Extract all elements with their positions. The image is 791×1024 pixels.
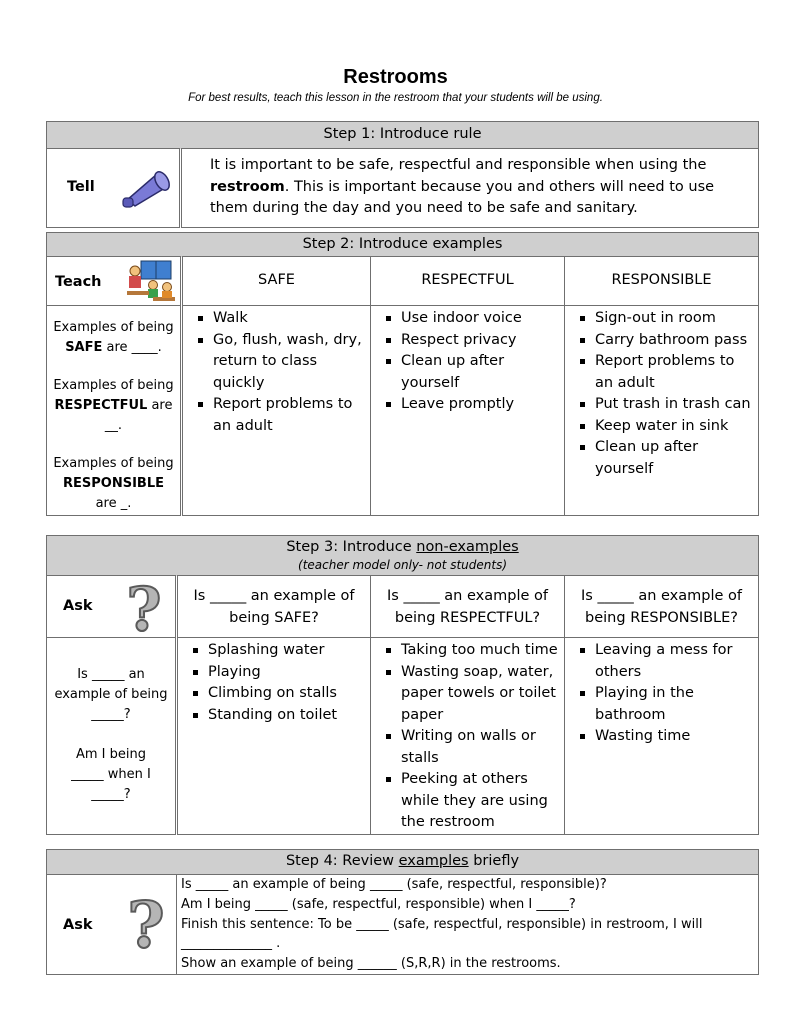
safe-nonexamples-list	[184, 640, 366, 726]
list-item: Leaving a mess for others	[571, 640, 754, 683]
list-item: Report problems to an adult	[189, 394, 366, 437]
page-title: Restrooms	[343, 66, 448, 88]
responsible-nonexamples-cell	[565, 638, 759, 835]
review-line: Am I being _____ (safe, respectful, responsible) when I _____?	[181, 896, 576, 912]
prompt-am-i-being: Am I being _____ when I _____?	[71, 747, 151, 802]
respectful-examples-list	[377, 308, 560, 416]
safe-examples-cell	[182, 306, 371, 516]
svg-text:?: ?	[126, 578, 162, 636]
question-mark-icon	[119, 891, 173, 957]
respectful-nonexamples-cell	[371, 638, 565, 835]
step1-text-after: . This is important because you and others will need to use them during the day and you need to be safe and sanitary.	[210, 178, 715, 216]
list-item: Standing on toilet	[184, 705, 366, 727]
ask-label: Ask	[63, 598, 93, 614]
review-line: Finish this sentence: To be _____ (safe, respectful, responsible) in restroom, I will ______________ .	[181, 916, 703, 952]
examples-prompt-cell	[47, 306, 182, 516]
step4-text-cell	[177, 875, 759, 975]
prompt-respectful: Examples of being RESPECTFUL are __.	[53, 378, 174, 433]
step3-subheader: (teacher model only- not students)	[298, 558, 508, 572]
step4-label-cell	[47, 875, 177, 975]
review-line: Show an example of being ______ (S,R,R) in the restrooms.	[181, 956, 561, 972]
list-item: Walk	[189, 308, 366, 330]
step3-header	[47, 536, 759, 576]
col-respectful-header: RESPECTFUL	[371, 257, 565, 306]
step1-text-before: It is important to be safe, respectful and responsible when using the	[210, 157, 707, 173]
list-item: Wasting time	[571, 726, 754, 748]
step2-label-cell	[47, 257, 182, 306]
step1-header: Step 1: Introduce rule	[47, 122, 759, 149]
ask-label: Ask	[63, 917, 93, 933]
step1-table	[46, 121, 759, 228]
prompt-responsible: Examples of being RESPONSIBLE are _.	[53, 456, 174, 511]
nonexample-prompt-cell	[47, 638, 177, 835]
list-item: Go, flush, wash, dry, return to class quickly	[189, 330, 366, 395]
question-mark-icon	[117, 578, 171, 636]
list-item: Taking too much time	[377, 640, 560, 662]
question-safe: Is _____ an example of being SAFE?	[177, 576, 371, 638]
list-item: Carry bathroom pass	[571, 330, 756, 352]
step2-header: Step 2: Introduce examples	[47, 233, 759, 257]
step3-header-text: Step 3: Introduce	[286, 539, 417, 555]
list-item: Leave promptly	[377, 394, 560, 416]
tell-label: Tell	[67, 179, 95, 195]
list-item: Use indoor voice	[377, 308, 560, 330]
megaphone-icon	[121, 166, 173, 210]
list-item: Sign-out in room	[571, 308, 756, 330]
svg-text:?: ?	[127, 891, 165, 957]
list-item: Peeking at others while they are using the restroom	[377, 769, 560, 834]
step3-table	[46, 535, 759, 835]
step2-table	[46, 232, 759, 516]
list-item: Writing on walls or stalls	[377, 726, 560, 769]
step1-label-cell	[47, 149, 181, 228]
list-item: Put trash in trash can	[571, 394, 756, 416]
teach-label: Teach	[55, 274, 102, 290]
list-item: Playing in the bathroom	[571, 683, 754, 726]
page-subtitle: For best results, teach this lesson in the restroom that your students will be using.	[188, 92, 603, 104]
respectful-examples-cell	[371, 306, 565, 516]
list-item: Respect privacy	[377, 330, 560, 352]
question-responsible: Is _____ an example of being RESPONSIBLE?	[565, 576, 759, 638]
list-item: Splashing water	[184, 640, 366, 662]
step4-header: Step 4: Review examples briefly	[47, 850, 759, 875]
col-responsible-header: RESPONSIBLE	[565, 257, 759, 306]
step3-label-cell	[47, 576, 177, 638]
list-item: Clean up after yourself	[571, 437, 756, 480]
step1-text-cell	[181, 149, 759, 228]
step1-text-bold: restroom	[210, 178, 285, 195]
list-item: Playing	[184, 662, 366, 684]
step3-header-underlined: non-examples	[416, 539, 519, 555]
prompt-safe: Examples of being SAFE are ____.	[53, 320, 174, 355]
list-item: Report problems to an adult	[571, 351, 756, 394]
list-item: Climbing on stalls	[184, 683, 366, 705]
question-respectful: Is _____ an example of being RESPECTFUL?	[371, 576, 565, 638]
responsible-examples-cell	[565, 306, 759, 516]
responsible-nonexamples-list	[571, 640, 754, 748]
prompt-is-example: Is _____ an example of being _____?	[54, 667, 168, 722]
list-item: Wasting soap, water, paper towels or toilet paper	[377, 662, 560, 727]
review-line: Is _____ an example of being _____ (safe, respectful, responsible)?	[181, 877, 607, 892]
classroom-icon	[123, 257, 177, 305]
safe-nonexamples-cell	[177, 638, 371, 835]
col-safe-header: SAFE	[182, 257, 371, 306]
safe-examples-list	[189, 308, 366, 437]
respectful-nonexamples-list	[377, 640, 560, 834]
list-item: Clean up after yourself	[377, 351, 560, 394]
step4-table	[46, 849, 759, 975]
list-item: Keep water in sink	[571, 416, 756, 438]
responsible-examples-list	[571, 308, 756, 480]
